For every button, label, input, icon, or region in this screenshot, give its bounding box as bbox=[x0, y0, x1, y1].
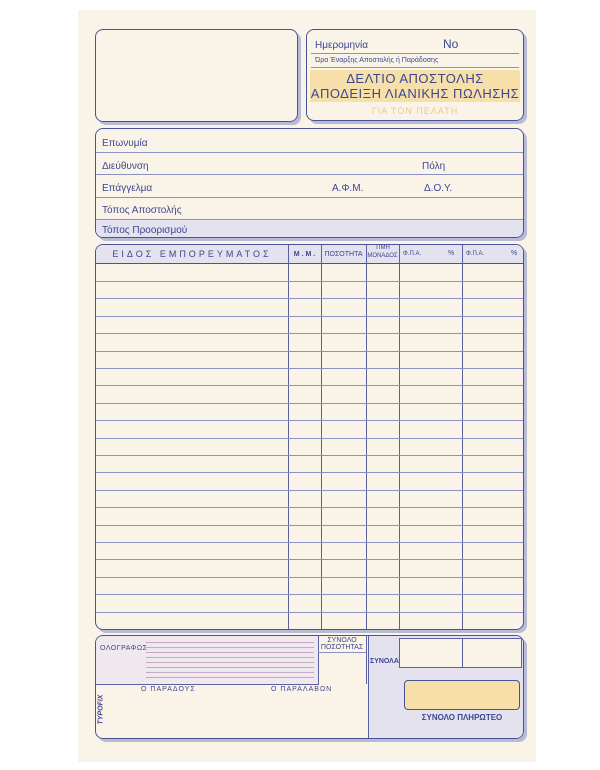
totals-label: ΣΥΝΟΛΑ bbox=[370, 658, 399, 665]
name-line bbox=[96, 152, 523, 153]
table-row-line bbox=[96, 316, 523, 317]
copy-label: ΓΙΑ ΤΟΝ ΠΕΛΑΤΗ bbox=[371, 106, 459, 116]
table-row-line bbox=[96, 281, 523, 282]
profession-line bbox=[96, 197, 523, 198]
words-line bbox=[146, 677, 314, 678]
number-label: Νο bbox=[443, 37, 459, 51]
total-qty-right bbox=[366, 636, 367, 684]
destination-label: Τόπος Προορισμού bbox=[102, 225, 188, 236]
words-line bbox=[146, 662, 314, 663]
time-line bbox=[311, 67, 519, 68]
words-line bbox=[146, 672, 314, 673]
table-row-line bbox=[96, 420, 523, 421]
table-row-line bbox=[96, 542, 523, 543]
table-row-line bbox=[96, 490, 523, 491]
col-vat1-pct: % bbox=[448, 250, 455, 257]
delivered-by-label: Ο ΠΑΡΑΔΟΥΣ bbox=[141, 686, 196, 693]
header-box bbox=[306, 29, 524, 121]
city-label: Πόλη bbox=[422, 161, 446, 172]
grand-total-label: ΣΥΝΟΛΟ ΠΛΗΡΩΤΕΟ bbox=[421, 713, 503, 722]
dispatch-line bbox=[96, 219, 523, 220]
table-row-line bbox=[96, 368, 523, 369]
col-qty-header: ΠΟΣΟΤΗΤΑ bbox=[324, 251, 363, 258]
table-row-line bbox=[96, 455, 523, 456]
table-row-line bbox=[96, 298, 523, 299]
title-line-1: ΔΕΛΤΙΟ ΑΠΟΣΤΟΛΗΣ bbox=[346, 71, 484, 86]
table-row-line bbox=[96, 438, 523, 439]
grand-total-box bbox=[404, 680, 520, 710]
words-line bbox=[146, 652, 314, 653]
table-row-line bbox=[96, 385, 523, 386]
dispatch-label: Τόπος Αποστολής bbox=[102, 205, 182, 216]
address-label: Διεύθυνση bbox=[102, 161, 149, 172]
brand-logo: TYPOFIX bbox=[97, 694, 105, 725]
col-vat1-header: Φ.Π.Α. bbox=[403, 251, 422, 257]
received-by-label: Ο ΠΑΡΑΛΑΒΩΝ bbox=[271, 686, 333, 693]
table-row-line bbox=[96, 525, 523, 526]
doy-label: Δ.Ο.Υ. bbox=[424, 183, 453, 194]
totals-cells bbox=[399, 638, 522, 668]
totals-divider bbox=[462, 638, 463, 668]
table-row-line bbox=[96, 577, 523, 578]
words-line bbox=[146, 642, 314, 643]
date-label: Ημερομηνία bbox=[315, 40, 369, 51]
col-price-header-2: ΜΟΝΑΔΟΣ bbox=[367, 253, 398, 259]
total-qty-label-1: ΣΥΝΟΛΟ bbox=[327, 637, 357, 644]
items-table bbox=[95, 244, 524, 630]
table-row-line bbox=[96, 333, 523, 334]
col-item-header: ΕΙΔΟΣ ΕΜΠΟΡΕΥΜΑΤΟΣ bbox=[112, 249, 272, 259]
in-words-label: ΟΛΟΓΡΑΦΩΣ bbox=[100, 645, 148, 652]
start-time-label: Ώρα Έναρξης Αποστολής ή Παράδοσης bbox=[315, 57, 439, 64]
table-row-line bbox=[96, 612, 523, 613]
table-row-line bbox=[96, 594, 523, 595]
col-vat2-header: Φ.Π.Α. bbox=[466, 251, 485, 257]
words-line bbox=[146, 657, 314, 658]
date-line bbox=[311, 53, 519, 54]
table-row-line bbox=[96, 472, 523, 473]
table-row-line bbox=[96, 351, 523, 352]
table-row-line bbox=[96, 629, 523, 630]
company-stamp-box bbox=[95, 29, 298, 122]
address-line bbox=[96, 174, 523, 175]
customer-box bbox=[95, 128, 524, 238]
footer-box bbox=[95, 635, 524, 739]
words-line bbox=[146, 647, 314, 648]
table-row-line bbox=[96, 559, 523, 560]
total-qty-label-2: ΠΟΣΟΤΗΤΑΣ bbox=[320, 644, 364, 651]
col-price-header-1: ΤΙΜΗ bbox=[375, 245, 390, 251]
total-qty-line bbox=[318, 652, 366, 653]
profession-label: Επάγγελμα bbox=[102, 183, 153, 194]
table-row-line bbox=[96, 403, 523, 404]
col-unit-header: Μ . Μ . bbox=[293, 251, 316, 258]
title-line-2: ΑΠΟΔΕΙΞΗ ΛΙΑΝΙΚΗΣ ΠΩΛΗΣΗΣ bbox=[310, 86, 520, 101]
col-vat2-pct: % bbox=[511, 250, 518, 257]
name-label: Επωνυμία bbox=[102, 138, 148, 149]
afm-label: Α.Φ.Μ. bbox=[332, 183, 364, 194]
words-line bbox=[146, 667, 314, 668]
table-row-line bbox=[96, 507, 523, 508]
